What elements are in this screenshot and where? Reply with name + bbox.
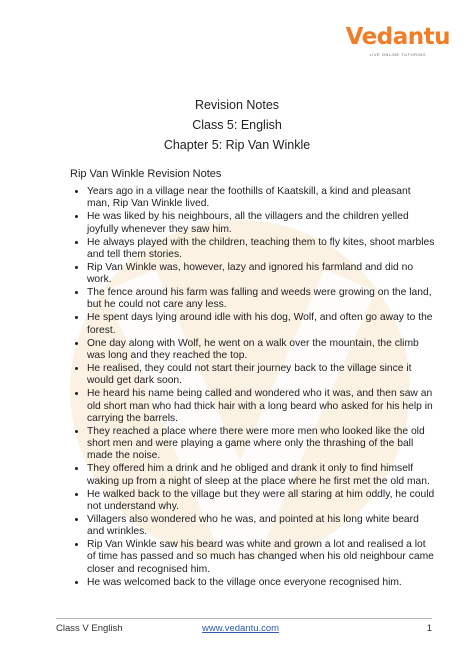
list-item: • One day along with Wolf, he went on a walk over the mountain, the climb was long and they reached the top.	[87, 338, 435, 362]
list-item: • He was liked by his neighbours, all the villagers and the children yelled joyfully whenever they saw him.	[87, 211, 435, 235]
logo-tagline: LIVE ONLINE TUTORING	[369, 52, 427, 57]
logo-wordmark: Vedantu	[345, 24, 450, 50]
heading-chapter: Chapter 5: Rip Van Winkle	[163, 138, 311, 152]
document-heading	[0, 95, 474, 155]
list-item: • He always played with the children, teaching them to fly kites, shoot marbles and tell them stories.	[87, 237, 435, 261]
footer-page-number: 1	[426, 623, 432, 634]
notes-list	[70, 186, 435, 590]
heading-class: Class 5: English	[192, 118, 282, 132]
list-item: • Villagers also wondered who he was, and pointed at his long white beard and wrinkles.	[87, 514, 435, 538]
vedantu-logo	[346, 26, 450, 57]
footer-website-link[interactable]: www.vedantu.com	[202, 623, 280, 634]
heading-revision-notes: Revision Notes	[194, 98, 280, 112]
footer-class-label: Class V English	[56, 623, 123, 634]
list-item: • Rip Van Winkle was, however, lazy and ignored his farmland and did no work.	[87, 262, 435, 286]
section-title: Rip Van Winkle Revision Notes	[70, 168, 222, 180]
list-item: • Rip Van Winkle saw his beard was white and grown a lot and realised a lot of time has passed and so much has changed when his old neighbour came closer and recognised him.	[87, 539, 435, 576]
list-item: • He heard his name being called and wondered who it was, and then saw an old short man who had thick hair with a long beard who asked for his help in carrying the barrels.	[87, 388, 435, 425]
page-footer	[56, 618, 432, 645]
list-item: • Years ago in a village near the foothills of Kaatskill, a kind and pleasant man, Rip Van Winkle lived.	[87, 186, 435, 210]
list-item: • He walked back to the village but they were all staring at him oddly, he could not understand why.	[87, 489, 435, 513]
list-item: • The fence around his farm was falling and weeds were growing on the land, but he could not care any less.	[87, 287, 435, 311]
list-item: • They offered him a drink and he obliged and drank it only to find himself waking up from a night of sleep at the place where he first met the old man.	[87, 463, 435, 487]
list-item: • They reached a place where there were more men who looked like the old short men and were playing a game where only the thrashing of the ball made the noise.	[87, 426, 435, 463]
list-item: • He realised, they could not start their journey back to the village since it would get dark soon.	[87, 363, 435, 387]
list-item: • He was welcomed back to the village once everyone recognised him.	[87, 577, 435, 589]
list-item: • He spent days lying around idle with his dog, Wolf, and often go away to the forest.	[87, 312, 435, 336]
